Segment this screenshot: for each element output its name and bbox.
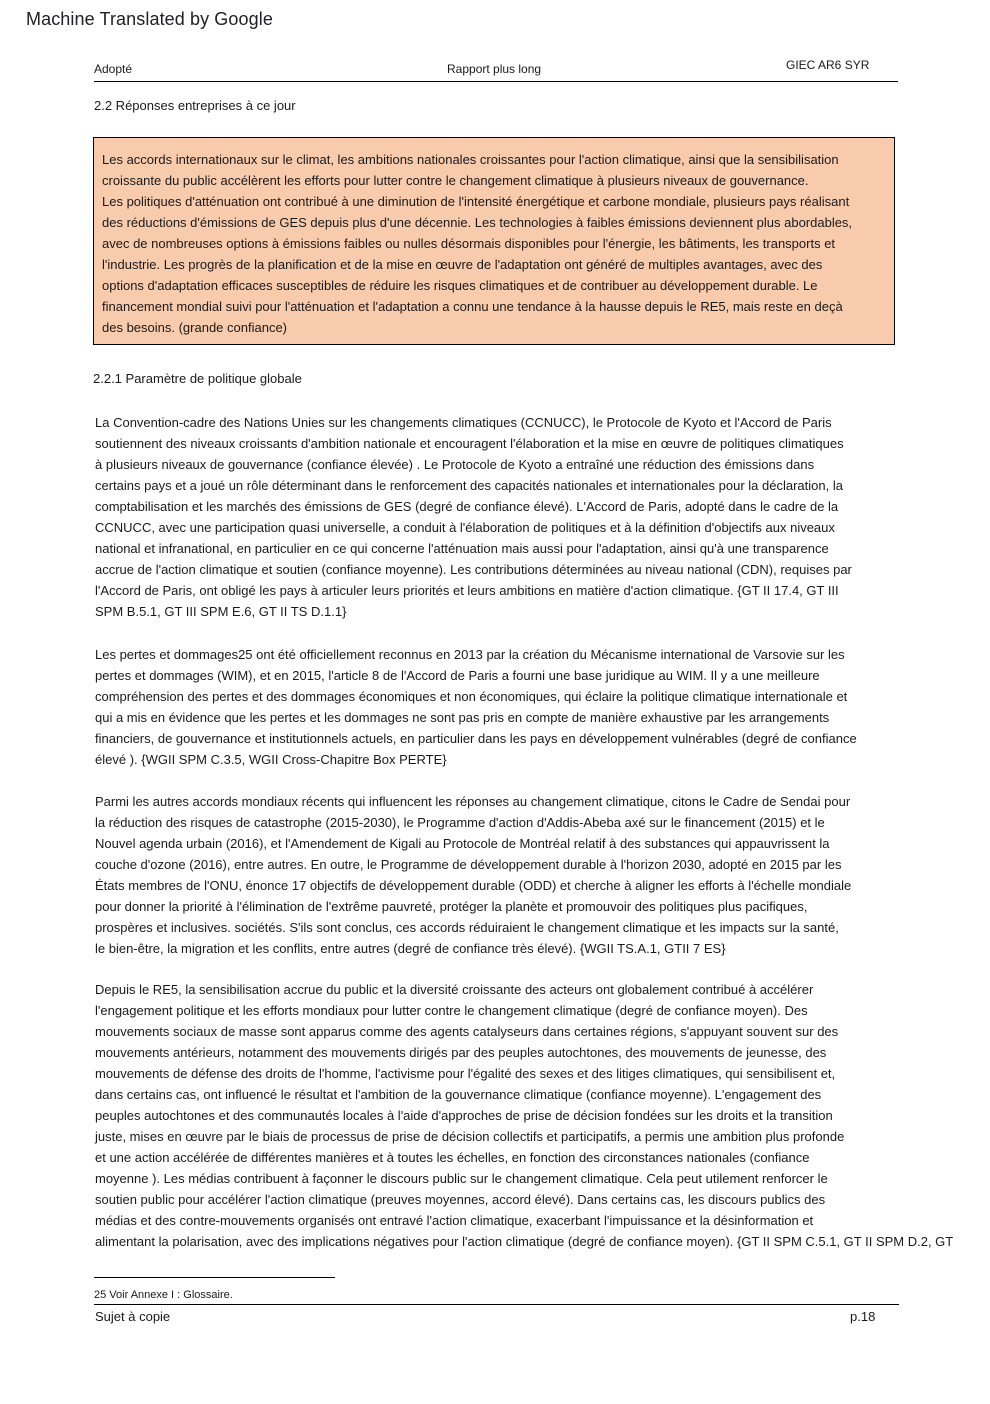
footer-notice: Sujet à copie [95, 1309, 171, 1324]
body-paragraph: La Convention-cadre des Nations Unies sur les changements climatiques (CCNUCC), le Protocole de Kyoto et l'Accord de Paris soutiennent des niveaux croissants d'ambition nationale et encouragent l'élaboration et la mise en œuvre de politiques climatiques à plusieurs niveaux de gouvernance (confiance élevée) . Le Protocole de Kyoto a entraîné une réduction des émissions dans certains pays et a joué un rôle déterminant dans le renforcement des capacités nationales et internationales pour la déclaration, la comptabilisation et les marchés des émissions de GES (degré de confiance élevé). L'Accord de Paris, adopté dans le cadre de la CCNUCC, avec une participation quasi universelle, a conduit à l'élaboration de politiques et à la définition d'objectifs aux niveaux national et infranational, en particulier en ce qui concerne l'atténuation mais aussi pour l'adaptation, ainsi qu'à une transparence accrue de l'action climatique et soutien (confiance moyenne). Les contributions déterminées au niveau national (CDN), requises par l'Accord de Paris, ont obligé les pays à articuler leurs priorités et leurs ambitions en matière d'action climatique. {GT II 17.4, GT III SPM B.5.1, GT III SPM E.6, GT II TS D.1.1} [95, 415, 852, 619]
subsection-title: 2.2.1 Paramètre de politique globale [93, 371, 302, 386]
page-footer [94, 1304, 899, 1329]
body-paragraph: Depuis le RE5, la sensibilisation accrue du public et la diversité croissante des acteurs ont globalement contribué à accélérer l'engagement politique et les efforts mondiaux pour lutter contre le changement climatique (degré de confiance moyen). Des mouvements sociaux de masse sont apparus comme des agents catalyseurs dans certaines régions, s'appuyant souvent sur des mouvements antérieurs, notamment des mouvements dirigés par des peuples autochtones, des mouvements de jeunesse, des mouvements de défense des droits de l'homme, l'activisme pour l'égalité des sexes et des litiges climatiques, qui sensibilisent et, dans certains cas, ont influencé le résultat et l'ambition de la gouvernance climatique (confiance moyenne). L'engagement des peuples autochtones et des communautés locales à l'aide d'approches de prise de décision fondées sur les droits et la transition juste, mises en œuvre par le biais de processus de prise de décision collectifs et participatifs, a permis une ambition plus profonde et une action accélérée de différentes manières et à toutes les échelles, en fonction des circonstances nationales (confiance moyenne ). Les médias contribuent à façonner le discours public sur le changement climatique. Cela peut utilement renforcer le soutien public pour accélérer l'action climatique (preuves moyennes, accord élevé). Dans certains cas, les discours publics des médias et des contre-mouvements organisés ont entravé l'action climatique, exacerbant l'impuissance et la désinformation et alimentant la polarisation, avec des implications négatives pour l'action climatique (degré de confiance moyen). {GT II SPM C.5.1, GT II SPM D.2, GT [95, 982, 954, 1249]
page-header [94, 60, 898, 82]
header-report-title: Rapport plus long [447, 62, 542, 76]
footnote-divider [94, 1277, 335, 1278]
body-paragraph: Parmi les autres accords mondiaux récents qui influencent les réponses au changement climatique, citons le Cadre de Sendai pour la réduction des risques de catastrophe (2015-2030), le Programme d'action d'Addis-Abeba axé sur le financement (2015) et le Nouvel agenda urbain (2016), et l'Amendement de Kigali au Protocole de Montréal relatif à des substances qui appauvrissent la couche d'ozone (2016), entre autres. En outre, le Programme de développement durable à l'horizon 2030, adopté en 2015 par les États membres de l'ONU, énonce 17 objectifs de développement durable (ODD) et cherche à aligner les efforts à l'échelle mondiale pour donner la priorité à l'élimination de l'extrême pauvreté, protéger la planète et promouvoir des politiques plus pacifiques, prospères et inclusives. sociétés. S'ils sont conclus, ces accords réduiraient le changement climatique et les impacts sur la santé, le bien-être, la migration et les conflits, entre autres (degré de confiance très élevé). {WGII TS.A.1, GTII 7 ES} [95, 794, 852, 956]
summary-text: Les accords internationaux sur le climat, les ambitions nationales croissantes pour l'action climatique, ainsi que la sensibilisation croissante du public accélèrent les efforts pour lutter contre le changement climatique à plusieurs niveaux de gouvernance. Les politiques d'atténuation ont contribué à une diminution de l'intensité énergétique et carbone mondiale, plusieurs pays réalisant des réductions d'émissions de GES depuis plus d'une décennie. Les technologies à faibles émissions deviennent plus abordables, avec de nombreuses options à émissions faibles ou nulles désormais disponibles pour l'énergie, les bâtiments, les transports et l'industrie. Les progrès de la planification et de la mise en œuvre de l'adaptation ont généré de multiples avantages, avec des options d'adaptation efficaces susceptibles de réduire les risques climatiques et de contribuer au développement durable. Le financement mondial suivi pour l'atténuation et l'adaptation a connu une tendance à la hausse depuis le RE5, mais reste en deçà des besoins. (grande confiance) [102, 152, 853, 335]
body-paragraph: Les pertes et dommages25 ont été officiellement reconnus en 2013 par la création du Mécanisme international de Varsovie sur les pertes et dommages (WIM), et en 2015, l'article 8 de l'Accord de Paris a fourni une base juridique au WIM. Il y a une meilleure compréhension des pertes et des dommages économiques et non économiques, qui éclaire la politique climatique internationale et qui a mis en évidence que les pertes et les dommages ne sont pas pris en compte de manière exhaustive par les arrangements financiers, de gouvernance et institutionnels actuels, en particulier dans les pays en développement vulnérables (degré de confiance élevé ). {WGII SPM C.3.5, WGII Cross-Chapitre Box PERTE} [95, 647, 857, 767]
page-number: p.18 [850, 1309, 876, 1324]
footnote: 25 Voir Annexe I : Glossaire. [94, 1289, 233, 1301]
machine-translation-banner: Machine Translated by Google [26, 9, 273, 29]
section-title: 2.2 Réponses entreprises à ce jour [94, 98, 296, 113]
header-status: Adopté [94, 62, 133, 76]
header-document-id: GIEC AR6 SYR [786, 58, 870, 72]
executive-summary-box [93, 137, 895, 345]
